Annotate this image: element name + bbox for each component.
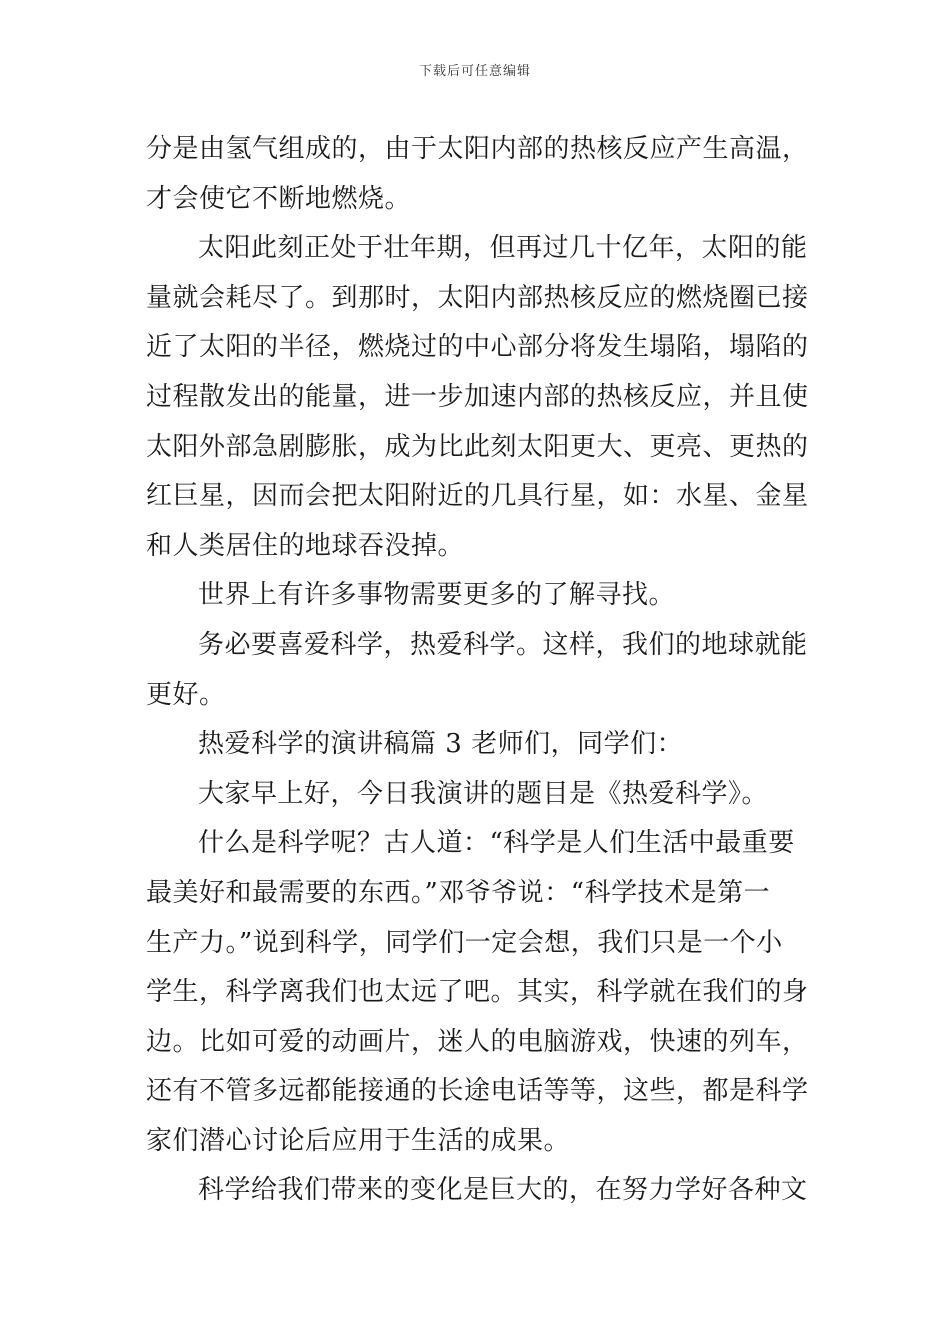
page-header: 下载后可任意编辑 bbox=[418, 64, 531, 79]
text-line: 大家早上好，今日我演讲的题目是《热爱科学》。 bbox=[198, 778, 769, 809]
paragraph-2 bbox=[146, 224, 809, 571]
text-line: 近了太阳的半径，燃烧过的中心部分将发生塌陷，塌陷的 bbox=[146, 332, 809, 363]
text-line: 更好。 bbox=[146, 679, 226, 710]
text-line: 还有不管多远都能接通的长途电话等等，这些，都是科学 bbox=[146, 1076, 809, 1107]
text-line: 过程散发出的能量，进一步加速内部的热核反应，并且使 bbox=[146, 381, 809, 412]
text-line: 才会使它不断地燃烧。 bbox=[146, 183, 412, 214]
text-line: 最美好和最需要的东西。”邓爷爷说：“科学技术是第一 bbox=[146, 877, 771, 908]
paragraph-8 bbox=[146, 1166, 806, 1216]
text-line: 什么是科学呢？古人道：“科学是人们生活中最重要 bbox=[198, 828, 795, 859]
text-line: 家们潜心讨论后应用于生活的成果。 bbox=[146, 1125, 571, 1156]
text-line: 分是由氢气组成的，由于太阳内部的热核反应产生高温， bbox=[146, 134, 809, 164]
text-line: 量就会耗尽了。到那时，太阳内部热核反应的燃烧圈已接 bbox=[146, 282, 809, 313]
paragraph-4 bbox=[146, 621, 806, 720]
text-line: 科学给我们带来的变化是巨大的，在努力学好各种文 bbox=[198, 1175, 808, 1206]
text-line: 边。比如可爱的动画片，迷人的电脑游戏，快速的列车， bbox=[146, 1026, 809, 1057]
paragraph-6 bbox=[146, 770, 806, 820]
text-line: 世界上有许多事物需要更多的了解寻找。 bbox=[198, 580, 676, 611]
text-line: 太阳外部急剧膨胀，成为比此刻太阳更大、更亮、更热的 bbox=[146, 431, 809, 462]
text-line: 热爱科学的演讲稿篇 3 老师们，同学们： bbox=[198, 729, 684, 760]
text-line: 太阳此刻正处于壮年期，但再过几十亿年，太阳的能 bbox=[198, 233, 808, 264]
paragraph-1 bbox=[146, 125, 809, 224]
text-line: 生产力。”说到科学，同学们一定会想，我们只是一个小 bbox=[146, 927, 783, 958]
text-line: 和人类居住的地球吞没掉。 bbox=[146, 530, 465, 561]
paragraph-5 bbox=[146, 720, 806, 770]
text-line: 红巨星，因而会把太阳附近的几具行星，如：水星、金星 bbox=[146, 481, 809, 512]
document-body bbox=[146, 125, 809, 1216]
paragraph-3 bbox=[146, 571, 806, 621]
text-line: 学生，科学离我们也太远了吧。其实，科学就在我们的身 bbox=[146, 977, 809, 1008]
paragraph-7 bbox=[146, 819, 809, 1166]
text-line: 务必要喜爱科学，热爱科学。这样，我们的地球就能 bbox=[198, 629, 808, 660]
